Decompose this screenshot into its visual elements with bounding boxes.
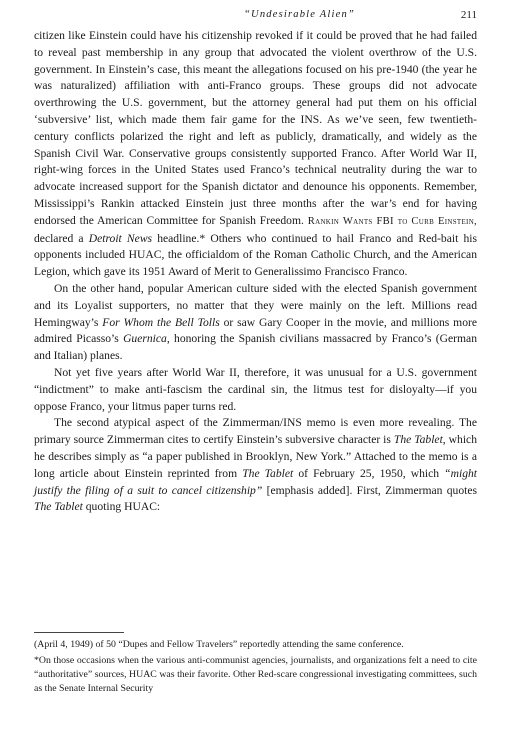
quoted-phrase: “might justify the filing of a suit to cancel citizenship” <box>34 466 478 497</box>
publication-title: The Tablet <box>242 466 294 480</box>
running-head-title: “Undesirable Alien” <box>244 9 355 20</box>
publication-title: The Tablet <box>34 500 83 514</box>
running-head <box>34 9 477 25</box>
book-title: For Whom the Bell Tolls <box>102 315 220 329</box>
footnote-divider <box>34 632 124 633</box>
painting-title: Guernica <box>123 332 167 346</box>
newspaper-headline: Rankin Wants FBI to Curb Einstein, <box>307 215 477 227</box>
paragraph-2-text-a: On the other hand, popular American culture sided with the elected Spanish government and its Loyalist supporters, no matter that they were mainly on the left. Millions read Hemingway’s <box>34 281 477 329</box>
paragraph-4-text-c: of February 25, 1950, which <box>293 466 445 480</box>
paragraph-4-text-e: quoting HUAC: <box>82 500 161 514</box>
paragraph-4-text-d: [emphasis added]. First, Zimmerman quotes <box>262 483 478 497</box>
newspaper-title: Detroit News <box>88 231 153 245</box>
paragraph-1 <box>34 28 477 281</box>
body-text <box>34 28 477 516</box>
page-number: 211 <box>460 9 477 21</box>
paragraph-1-text-c: headline.* Others who continued to hail Franco and Red-bait his opponents included HUAC, the officialdom of the Roman Catholic Church, and the American Legion, which gave its 1951 Award of Merit to Generalissimo Francisco Franco. <box>34 231 477 279</box>
paragraph-2-text-c: , honoring the Spanish civilians massacred by Franco’s (German and Italian) planes. <box>34 332 478 363</box>
paragraph-2-text-b: or saw Gary Cooper in the movie, and millions more admired Picasso’s <box>34 315 477 346</box>
paragraph-1-text-a: citizen like Einstein could have his citizenship revoked if it could be proved that he had failed to reveal past membership in any group that advocated the violent overthrow of the U.S. government. In Einstein’s case, this meant the allegations focused on his pre-1940 (the year he was naturalized) affiliation with anti-Franco groups. These groups did not advocate overthrowing the U.S. government, but the attorney general had put them on his official ‘subversive’ list, which made them fair game for the INS. As we’ve seen, few twentieth-century conflicts polarized the right and left as publicly, dramatically, and widely as the Spanish Civil War. Conservative groups consistently supported Franco. After World War II, right-wing forces in the United States used Franco’s technical neutrality during the war to advocate increased support for the Spanish dictator and denounce his opponents. Remember, Mississippi’s Rankin attacked Einstein just three months after the war’s end for having endorsed the American Committee for Spanish Freedom. <box>34 29 477 227</box>
paragraph-3: Not yet five years after World War II, therefore, it was unusual for a U.S. government “indictment” to make anti-fascism the cardinal sin, the litmus test for disloyalty—if you oppose Franco, your litmus paper turns red. <box>34 365 477 413</box>
footnotes <box>34 638 477 696</box>
paragraph-2 <box>34 281 477 365</box>
footnote-continued: (April 4, 1949) of 50 “Dupes and Fellow Travelers” reportedly attending the same conference. <box>34 639 404 650</box>
paragraph-4-text-b: , which he describes simply as “a paper published in Brooklyn, New York.” Attached to the memo is a long article about Einstein reprinted from <box>34 433 477 480</box>
paragraph-4-text-a: The second atypical aspect of the Zimmerman/INS memo is even more revealing. The primary source Zimmerman cites to certify Einstein’s subversive character is <box>34 416 477 447</box>
footnote-asterisk: *On those occasions when the various anti-communist agencies, journalists, and organizations felt a need to cite “authoritative” sources, HUAC was their favorite. Other Red-scare congressional investigating committees, such as the Senate Internal Security <box>34 655 477 694</box>
publication-title: The Tablet <box>393 433 443 447</box>
paragraph-1-text-b: declared a <box>34 231 89 245</box>
paragraph-4 <box>34 415 477 516</box>
